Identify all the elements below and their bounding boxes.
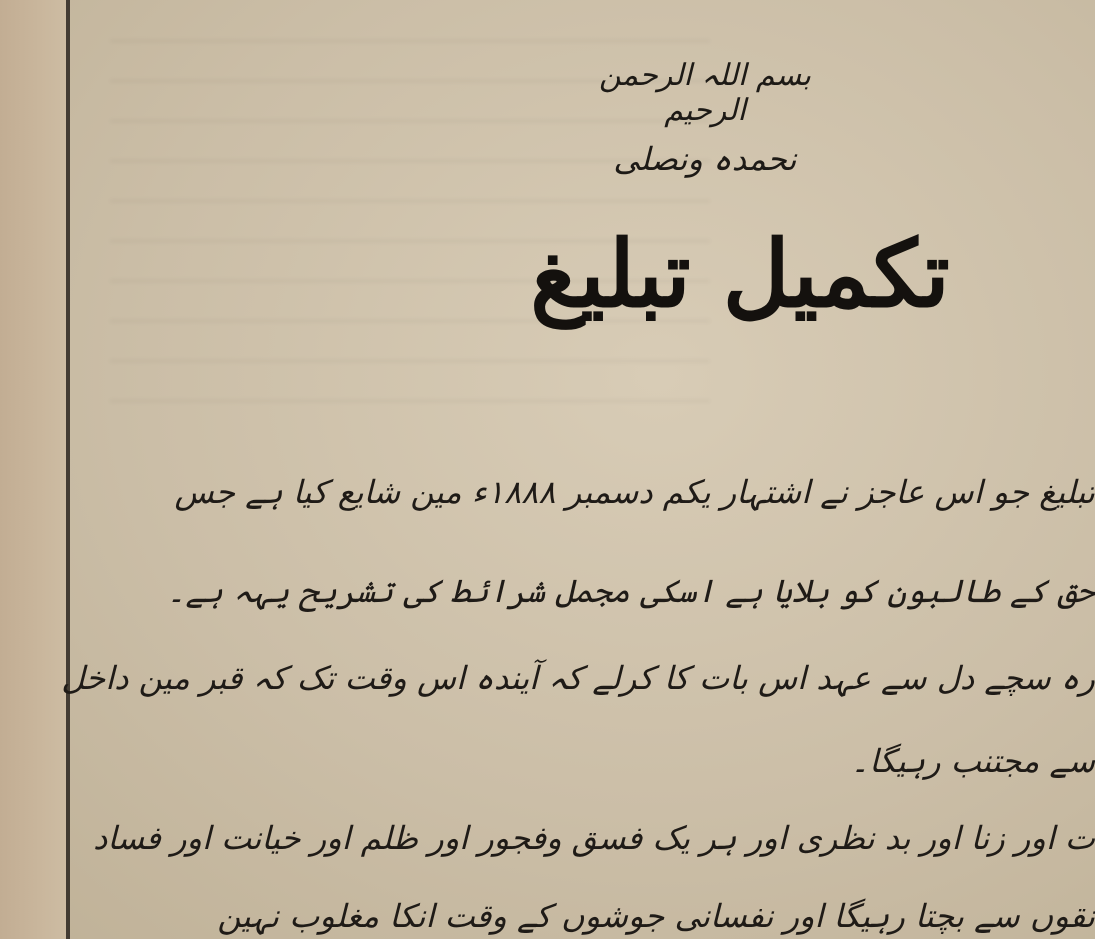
margin-rule	[66, 0, 70, 939]
bismillah-heading: بسم اللہ الرحمن الرحیم	[599, 58, 811, 128]
body-line: ت اور زنا اور بد نظری اور ہر یک فسق وفجور اور ظلم اور خیانت اور فساد	[93, 819, 1095, 857]
body-line: تبلیغ جو اس عاجز نے اشتہار یکم دسمبر ۱۸۸۸ء مین شایع کیا ہے جس	[174, 473, 1095, 511]
page-margin	[0, 0, 66, 939]
document-title: تکمیل تبلیغ	[530, 220, 950, 328]
body-line: سے مجتنب رہیگا۔	[850, 742, 1095, 780]
body-line: رہ سچے دل سے عہد اس بات کا کرلے کہ آیندہ اس وقت تک کہ قبر مین داخل	[61, 659, 1095, 697]
body-line: حق کے طالبون کو بلایا ہے اسکی مجمل شرائط کی تشریح یہہ ہے۔	[166, 572, 1095, 610]
praise-line: نحمدہ ونصلی	[613, 140, 797, 178]
body-line: نقوں سے بچتا رہیگا اور نفسانی جوشوں کے وقت انکا مغلوب نہین	[217, 897, 1095, 935]
